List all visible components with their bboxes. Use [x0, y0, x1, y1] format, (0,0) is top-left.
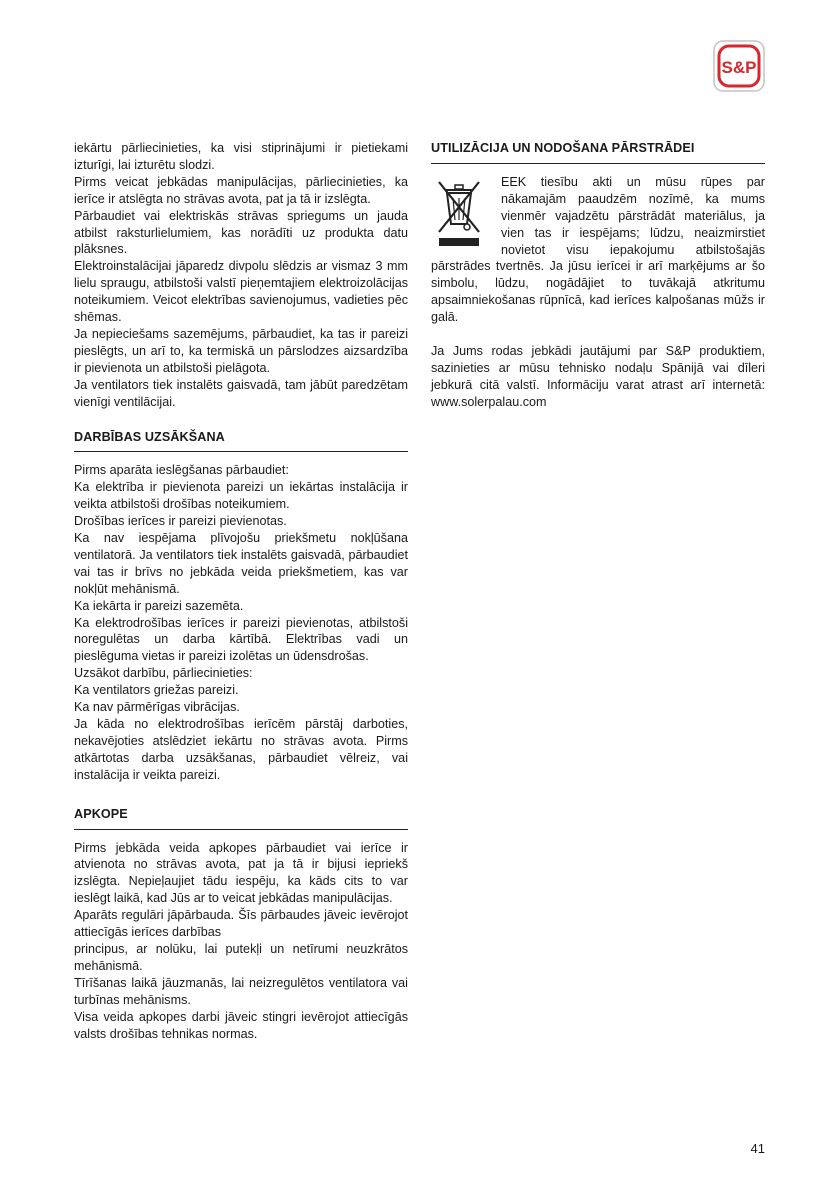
paragraph: Ka ventilators griežas pareizi. — [74, 683, 239, 698]
paragraph: EEK tiesību akti un mūsu rūpes par nākamajām paaudzēm nozīmē, ka mums vienmēr vajadzētu pārstrādāt materiālus, ja vien tas ir iespējams; lūdzu, neaizmirstiet novietot visu iepakojumu atbilstošajās pārstrādes tvertnēs. Ja jūsu ierīcei ir arī marķējums ar šo simbolu, lūdzu, nogādājiet to tuvākajā atkritumu apsaimniekošanas rūpnīcā, kad ierīces kalpošanas mūžs ir galā. — [431, 174, 765, 325]
paragraph: Ja kāda no elektrodrošības ierīcēm pārstāj darboties, nekavējoties atslēdziet iekārtu no strāvas avota. Pirms atkārtotas darba uzsākšanas, pārbaudiet vēlreiz, vai instalācija ir veikta pareizi. — [74, 717, 408, 782]
section-heading: DARBĪBAS UZSĀKŠANA — [74, 429, 408, 453]
paragraph: Elektroinstalācijai jāparedz divpolu slēdzis ar vismaz 3 mm lielu spraugu, atbilstoši valstī pieņemtajiem elektroizolācijas noteikumiem. Veicot elektrības savienojumus, vadieties pēc shēmas. — [74, 259, 408, 325]
paragraph: Ka iekārta ir pareizi sazemēta. — [74, 598, 244, 613]
page-number: 41 — [750, 1141, 765, 1156]
paragraph: principus, ar nolūku, lai putekļi un netīrumi neuzkrātos mehānismā. — [74, 941, 408, 973]
crossed-out-wheelie-bin-icon — [431, 176, 487, 248]
paragraph: Ka elektrodrošības ierīces ir pareizi pievienotas, atbilstoši noregulētas un darba kārtībā. Elektrības vadi un pieslēguma vietas ir pareizi izolētas un ūdensdrošas. — [74, 615, 408, 664]
paragraph: Aparāts regulāri jāpārbauda. Šīs pārbaudes jāveic ievērojot attiecīgās ierīces darbības — [74, 908, 408, 940]
paragraph: iekārtu pārliecinieties, ka visi stiprinājumi ir pietiekami izturīgi, lai izturētu slodzi. — [74, 141, 408, 172]
paragraph: Pirms jebkāda veida apkopes pārbaudiet vai ierīce ir atvienota no strāvas avota, pat ja tā ir bijusi iepriekš izslēgta. Nepieļaujiet tādu iespēju, ka kāds cits to var ieslēgt laikā, kad Jūs ar to veicat jebkādas manipulācijas. — [74, 840, 408, 906]
paragraph: Tīrīšanas laikā jāuzmanās, lai neizregulētos ventilatora vai turbīnas mehānisms. — [74, 975, 408, 1007]
left-column — [74, 140, 408, 1042]
paragraph: Uzsākot darbību, pārliecinieties: — [74, 666, 253, 681]
right-column — [431, 140, 765, 411]
paragraph: Drošības ierīces ir pareizi pievienotas. — [74, 514, 287, 529]
section-heading: UTILIZĀCIJA UN NODOŠANA PĀRSTRĀDEI — [431, 140, 765, 164]
sp-logo-text: S&P — [721, 58, 757, 77]
paragraph: Pirms veicat jebkādas manipulācijas, pārliecinieties, ka ierīce ir atslēgta no strāvas avota, pat ja tā ir izslēgta. — [74, 174, 408, 206]
paragraph: Pirms aparāta ieslēgšanas pārbaudiet: — [74, 463, 289, 478]
maintenance-section — [74, 806, 408, 1043]
paragraph: Ka nav iespējama plīvojošu priekšmetu nokļūšana ventilatorā. Ja ventilators tiek instalēts gaisvadā, pārbaudiet vai tas ir brīvs no jebkāda veida priekšmetiem, kas var nokļūt mehānismā. — [74, 531, 408, 596]
spacer — [431, 326, 765, 343]
installation-notes — [74, 140, 408, 411]
paragraph: Pārbaudiet vai elektriskās strāvas spriegums un jauda atbilst raksturlielumiem, kas norādīti uz produkta datu plāksnes. — [74, 208, 408, 257]
recycling-section — [431, 140, 765, 411]
sp-logo-icon — [713, 40, 765, 92]
paragraph: Ka nav pārmērīgas vibrācijas. — [74, 700, 240, 715]
paragraph: Visa veida apkopes darbi jāveic stingri ievērojot attiecīgās valsts drošības tehnikas normas. — [74, 1009, 408, 1041]
paragraph: Ja ventilators tiek instalēts gaisvadā, tam jābūt paredzētam vienīgi ventilācijai. — [74, 377, 408, 409]
section-heading: APKOPE — [74, 806, 408, 830]
sp-logo — [713, 40, 765, 92]
contact-paragraph: Ja Jums rodas jebkādi jautājumi par S&P produktiem, sazinieties ar mūsu tehnisko nodaļu Spānijā vai dīleri jebkurā citā valstī. Informāciju varat atrast arī internetā: www.solerpalau.com — [431, 343, 765, 409]
startup-section — [74, 429, 408, 784]
paragraph: Ja nepieciešams sazemējums, pārbaudiet, ka tas ir pareizi pieslēgts, un arī to, ka termiskā un pārslodzes aizsardzība ir pievienota un atbilstoši pielāgota. — [74, 326, 408, 375]
recycling-text-block — [431, 174, 765, 326]
paragraph: Ka elektrība ir pievienota pareizi un iekārtas instalācija ir veikta atbilstoši drošības noteikumiem. — [74, 480, 408, 512]
